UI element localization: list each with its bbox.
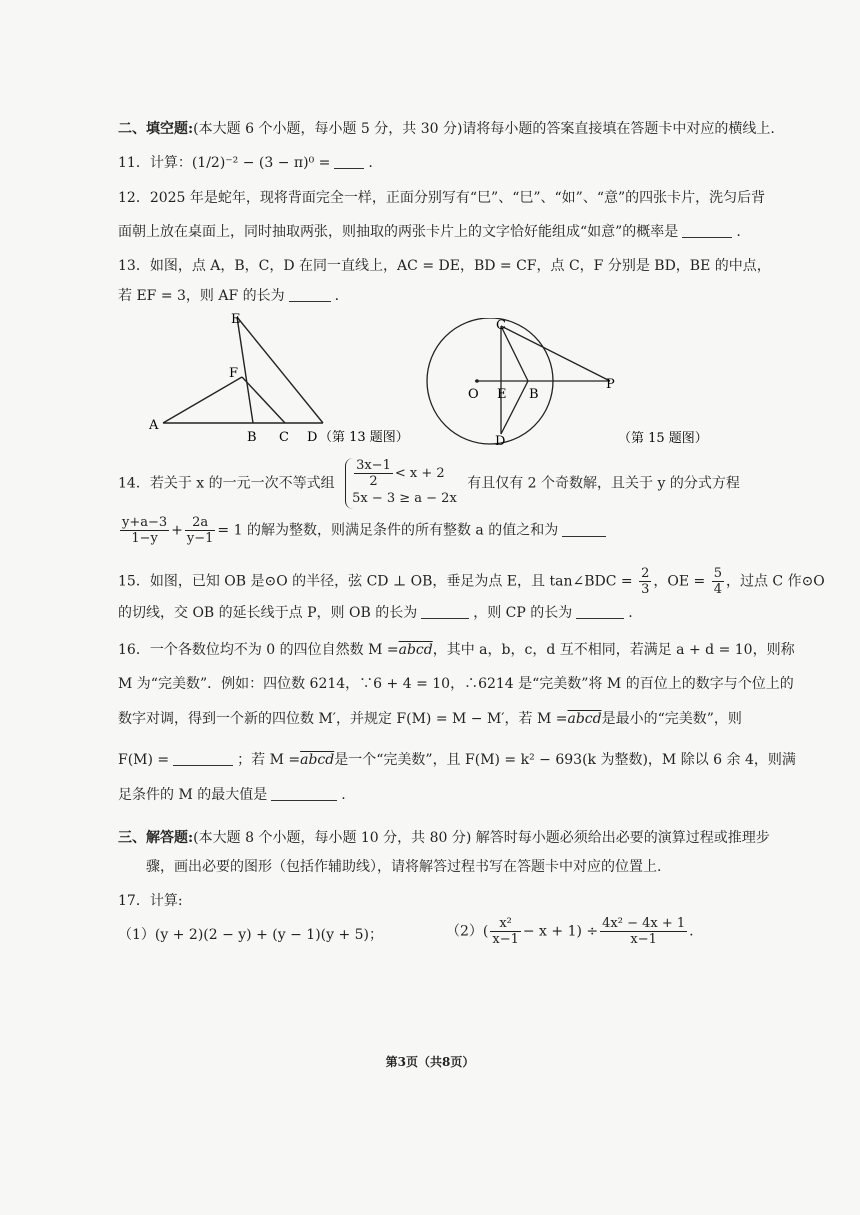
q14-ineq1-den: 2 bbox=[369, 474, 378, 489]
q11-expr: (1/2)⁻² − (3 − π)⁰ = bbox=[191, 155, 331, 171]
section3-title: 三、解答题: bbox=[118, 830, 194, 846]
q14-ineq2: 5x − 3 ≥ a − 2x bbox=[352, 491, 457, 506]
q14-inequality-system bbox=[345, 458, 457, 509]
fig13-line-af bbox=[163, 377, 242, 423]
q13-line2: 若 EF = 3，则 AF 的长为 bbox=[118, 288, 285, 304]
q14-pre: 14．若关于 x 的一元一次不等式组 bbox=[118, 475, 335, 492]
q17-part2: （2）( $\frac{\text{x²}}{x-1}$ − x + 1) ÷ $\frac{\text{4x² − 4x + 1}}{x-1}$ . bbox=[446, 916, 694, 947]
section3-desc2: 骤，画出必要的图形（包括作辅助线），请将解答过程书写在答题卡中对应的位置上. bbox=[146, 859, 662, 875]
q16-abcd-1: abcd bbox=[398, 642, 433, 658]
fig13-line-fc bbox=[242, 377, 285, 423]
q17-part1: （1）(y + 2)(2 − y) + (y − 1)(y + 5)； bbox=[118, 927, 384, 943]
question-11: 11．计算：(1/2)⁻² − (3 − π)⁰ = . bbox=[118, 155, 373, 171]
q16-line1a: 16．一个各数位均不为 0 的四位自然数 M = bbox=[118, 642, 399, 658]
q15-tan-frac bbox=[639, 566, 651, 597]
q15-tan-den: 3 bbox=[641, 582, 650, 597]
q11-label: 11．计算： bbox=[118, 155, 192, 171]
page-footer: 第3页（共8页） bbox=[385, 1055, 475, 1069]
q14-eq-den1: 1−y bbox=[131, 531, 158, 546]
section3-desc1: (本大题 8 个小题，每小题 10 分，共 80 分) 解答时每小题必须给出必要的演算过程或推理步 bbox=[193, 830, 770, 846]
q14-eq-num1: y+a−3 bbox=[122, 515, 168, 530]
q17-p2-den2: x−1 bbox=[630, 932, 657, 947]
fig15-line-cb bbox=[501, 326, 528, 381]
q13-line2-wrap: 若 EF = 3，则 AF 的长为 . bbox=[118, 288, 340, 304]
q16-line4b: ；若 M = bbox=[237, 752, 301, 768]
q15-line2b: ，则 CP 的长为 bbox=[473, 605, 573, 621]
fig13-caption: （第 13 题图） bbox=[319, 430, 409, 445]
fig15-label-c: C bbox=[496, 318, 506, 333]
fig13-label-e: E bbox=[231, 312, 241, 327]
q15-oe-den: 4 bbox=[713, 582, 722, 597]
q16-blank-max bbox=[271, 786, 337, 801]
q14-blank bbox=[562, 522, 606, 537]
figure-13 bbox=[145, 305, 425, 450]
q16-line5-text: 足条件的 M 的最大值是 bbox=[118, 787, 268, 803]
q14-post: 有且仅有 2 个奇数解，且关于 y 的分式方程 bbox=[467, 475, 740, 492]
q14-eq-frac2 bbox=[185, 515, 216, 546]
fig13-label-d: D bbox=[307, 430, 318, 445]
q14-eq-rest: = 1 的解为整数，则满足条件的所有整数 a 的值之和为 bbox=[217, 522, 559, 539]
fig15-label-d: D bbox=[495, 434, 506, 449]
q16-line2: M 为“完美数”．例如：四位数 6214，∵6 + 4 = 10，∴6214 是“完美数”将 M 的百位上的数字与个位上的 bbox=[118, 676, 794, 692]
fig15-label-o: O bbox=[468, 387, 479, 402]
q16-abcd-2: abcd bbox=[567, 711, 602, 727]
q14-eq-frac1 bbox=[120, 515, 169, 546]
q14-ineq1-frac bbox=[354, 458, 393, 489]
q12-line1: 12．2025 年是蛇年，现将背面完全一样，正面分别写有“巳”、“巳”、“如”、“意”的四张卡片，洗匀后背 bbox=[118, 190, 766, 206]
q17-p2-frac1 bbox=[490, 916, 521, 947]
q12-line2-wrap: 面朝上放在桌面上，同时抽取两张，则抽取的两张卡片上的文字恰好能组成“如意”的概率是 . bbox=[118, 224, 741, 240]
q15-oe-num: 5 bbox=[713, 566, 722, 581]
q15-oe-frac bbox=[712, 566, 724, 597]
q16-line1 bbox=[118, 639, 795, 661]
fig15-label-e: E bbox=[497, 387, 507, 402]
q17-p2-pre: （2）( bbox=[446, 923, 489, 940]
q16-line3 bbox=[118, 708, 742, 730]
figure-15 bbox=[420, 318, 720, 450]
section3-heading bbox=[118, 827, 770, 849]
q14-eq-num2: 2a bbox=[185, 515, 216, 531]
q11-blank bbox=[334, 154, 364, 169]
q16-line4a: F(M) = bbox=[118, 752, 170, 768]
fig13-label-a: A bbox=[149, 418, 159, 433]
q16-blank-fm bbox=[173, 751, 233, 766]
fig13-label-f: F bbox=[229, 366, 239, 381]
q17-p2-num2: 4x² − 4x + 1 bbox=[602, 916, 686, 931]
q15-line1 bbox=[118, 566, 825, 597]
section2-heading bbox=[118, 118, 775, 140]
q17-p2-mid: − x + 1) ÷ bbox=[522, 923, 599, 940]
q15-line2: 的切线，交 OB 的延长线于点 P，则 OB 的长为 ，则 CP 的长为 . bbox=[118, 605, 633, 621]
q15-oe-label: ，OE = bbox=[653, 573, 706, 590]
q14-eq-den2: y−1 bbox=[186, 531, 214, 546]
q16-line3a: 数字对调，得到一个新的四位数 M′，并规定 F(M) = M − M′，若 M = bbox=[118, 711, 568, 727]
q12-blank bbox=[682, 223, 732, 238]
q17-p2-den1: x−1 bbox=[492, 932, 519, 947]
q14-line2: $\frac{y+a-3}{1-y}$ + $\frac{2a}{y-1}$ = 1 的解为整数，则满足条件的所有整数 a 的值之和为 bbox=[118, 515, 610, 546]
q15-line1a: 15．如图，已知 OB 是⊙O 的半径，弦 CD ⊥ OB，垂足为点 E，且 tan∠BDC = bbox=[118, 573, 633, 590]
q12-line2: 面朝上放在桌面上，同时抽取两张，则抽取的两张卡片上的文字恰好能组成“如意”的概率是 bbox=[118, 224, 679, 240]
q15-line2a: 的切线，交 OB 的延长线于点 P，则 OB 的长为 bbox=[118, 605, 418, 621]
fig15-label-p: P bbox=[606, 377, 615, 392]
fig15-caption: （第 15 题图） bbox=[618, 431, 708, 446]
q16-line4c: 是一个“完美数”，且 F(M) = k² − 693(k 为整数)，M 除以 6 余 4，则满 bbox=[334, 752, 796, 768]
q14-ineq1-num: 3x−1 bbox=[356, 458, 391, 473]
q16-abcd-3: abcd bbox=[300, 752, 335, 768]
q13-blank bbox=[289, 287, 331, 302]
section2-title: 二、填空题: bbox=[118, 121, 194, 137]
q16-line5: 足条件的 M 的最大值是 . bbox=[118, 787, 346, 803]
fig15-center-dot bbox=[475, 379, 479, 383]
q16-line3b: 是最小的“完美数”，则 bbox=[601, 711, 742, 727]
q16-line4 bbox=[118, 749, 796, 771]
q15-blank-ob bbox=[421, 604, 469, 619]
q17-p2-num1: x² bbox=[490, 916, 521, 932]
q13-line1: 13．如图，点 A，B，C，D 在同一直线上，AC = DE，BD = CF，点 C，F 分别是 BD，BE 的中点， bbox=[118, 258, 771, 274]
q16-line1b: ，其中 a，b，c，d 互不相同，若满足 a + d = 10，则称 bbox=[432, 642, 795, 658]
q15-tan-num: 2 bbox=[641, 566, 650, 581]
fig15-label-b: B bbox=[529, 387, 539, 402]
q14-line1 bbox=[118, 458, 740, 509]
fig15-tangent-cp bbox=[501, 326, 610, 381]
q17-label: 17．计算: bbox=[118, 893, 183, 909]
fig13-label-c: C bbox=[279, 430, 289, 445]
section2-desc: (本大题 6 个小题，每小题 5 分，共 30 分)请将每小题的答案直接填在答题卡中对应的横线上. bbox=[193, 121, 775, 137]
fig13-label-b: B bbox=[247, 430, 257, 445]
q15-line1b: ，过点 C 作⊙O bbox=[725, 573, 825, 590]
q17-p2-frac2 bbox=[600, 916, 687, 947]
q15-blank-cp bbox=[576, 604, 624, 619]
q14-ineq1-rest: < x + 2 bbox=[394, 466, 445, 481]
